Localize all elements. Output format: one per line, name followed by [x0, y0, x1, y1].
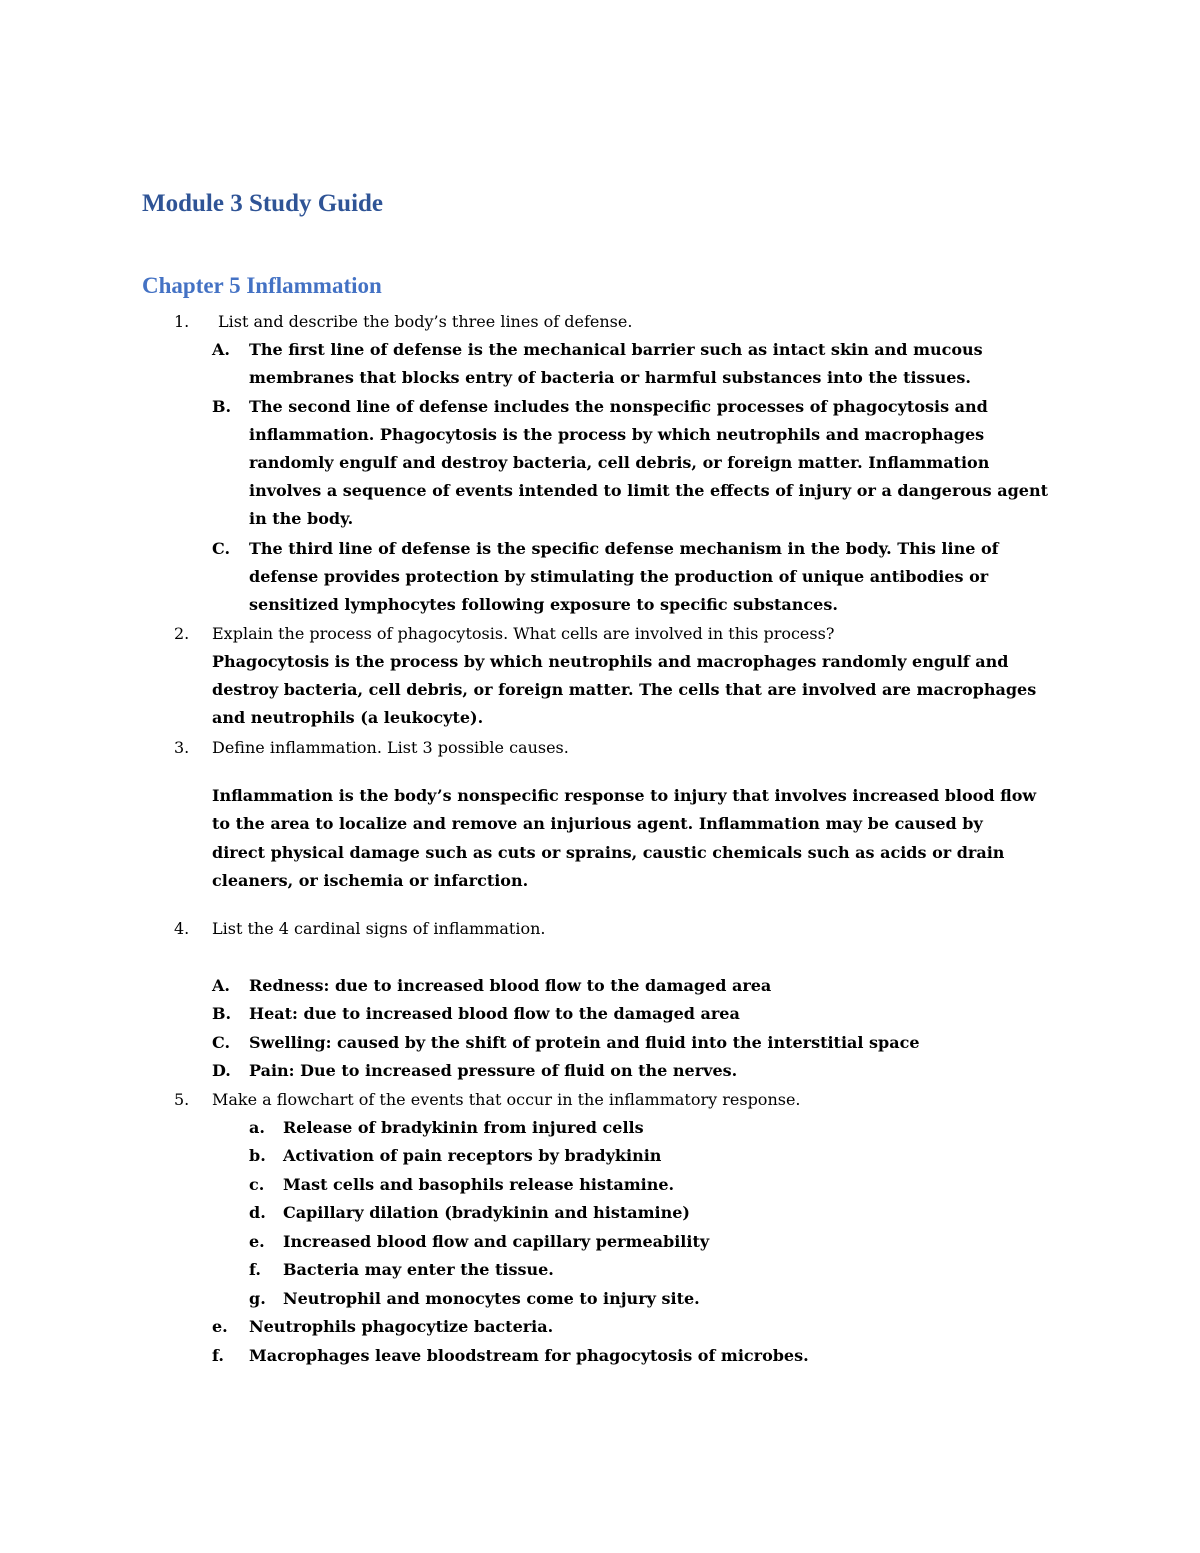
step-marker: e. — [249, 1232, 265, 1251]
sign-marker: C. — [212, 1033, 231, 1052]
answer-line: destroy bacteria, cell debris, or foreign matter. The cells that are involved are macrophages — [212, 680, 1037, 699]
answer-line: and neutrophils (a leukocyte). — [212, 708, 484, 727]
answer-line: The first line of defense is the mechanical barrier such as intact skin and mucous — [249, 340, 983, 359]
answer-line: in the body. — [249, 509, 354, 528]
sign-marker: A. — [212, 976, 230, 995]
step-text: Neutrophils phagocytize bacteria. — [249, 1317, 554, 1336]
answer-marker: B. — [212, 397, 232, 416]
step-marker: e. — [212, 1317, 228, 1336]
step-text: Release of bradykinin from injured cells — [283, 1118, 644, 1137]
question-prompt: List the 4 cardinal signs of inflammation. — [212, 919, 546, 938]
step-marker: g. — [249, 1289, 266, 1308]
answer-line: direct physical damage such as cuts or sprains, caustic chemicals such as acids or drain — [212, 843, 1005, 862]
answer-line: cleaners, or ischemia or infarction. — [212, 871, 529, 890]
question-prompt: Make a flowchart of the events that occur in the inflammatory response. — [212, 1090, 801, 1109]
sign-text: Redness: due to increased blood flow to the damaged area — [249, 976, 772, 995]
sign-marker: D. — [212, 1061, 231, 1080]
sign-text: Pain: Due to increased pressure of fluid on the nerves. — [249, 1061, 738, 1080]
question-number: 5. — [174, 1090, 190, 1109]
step-text: Capillary dilation (bradykinin and histamine) — [283, 1203, 690, 1222]
answer-line: involves a sequence of events intended to limit the effects of injury or a dangerous agent — [249, 481, 1049, 500]
step-marker: f. — [212, 1346, 224, 1365]
answer-line: Phagocytosis is the process by which neutrophils and macrophages randomly engulf and — [212, 652, 1009, 671]
answer-line: sensitized lymphocytes following exposure to specific substances. — [249, 595, 838, 614]
answer-marker: A. — [212, 340, 230, 359]
question-number: 1. — [174, 312, 190, 331]
answer-line: Inflammation is the body’s nonspecific response to injury that involves increased blood flow — [212, 786, 1037, 805]
answer-marker: C. — [212, 539, 231, 558]
sign-text: Heat: due to increased blood flow to the damaged area — [249, 1004, 740, 1023]
step-text: Mast cells and basophils release histamine. — [283, 1175, 675, 1194]
answer-line: The third line of defense is the specific defense mechanism in the body. This line of — [249, 539, 999, 558]
answer-line: The second line of defense includes the nonspecific processes of phagocytosis and — [249, 397, 988, 416]
question-number: 2. — [174, 624, 190, 643]
question-prompt: List and describe the body’s three lines of defense. — [218, 312, 633, 331]
sign-text: Swelling: caused by the shift of protein and fluid into the interstitial space — [249, 1033, 920, 1052]
question-prompt: Explain the process of phagocytosis. What cells are involved in this process? — [212, 624, 835, 643]
answer-line: to the area to localize and remove an injurious agent. Inflammation may be caused by — [212, 814, 983, 833]
step-marker: a. — [249, 1118, 265, 1137]
answer-line: inflammation. Phagocytosis is the process by which neutrophils and macrophages — [249, 425, 985, 444]
step-text: Macrophages leave bloodstream for phagocytosis of microbes. — [249, 1346, 809, 1365]
step-text: Neutrophil and monocytes come to injury site. — [283, 1289, 700, 1308]
question-prompt: Define inflammation. List 3 possible causes. — [212, 738, 569, 757]
sign-marker: B. — [212, 1004, 232, 1023]
answer-line: defense provides protection by stimulating the production of unique antibodies or — [249, 567, 989, 586]
document-title: Module 3 Study Guide — [142, 190, 384, 217]
answer-line: randomly engulf and destroy bacteria, cell debris, or foreign matter. Inflammation — [249, 453, 990, 472]
step-text: Bacteria may enter the tissue. — [283, 1260, 554, 1279]
question-number: 4. — [174, 919, 190, 938]
question-number: 3. — [174, 738, 190, 757]
chapter-heading: Chapter 5 Inflammation — [142, 273, 382, 298]
answer-line: membranes that blocks entry of bacteria or harmful substances into the tissues. — [249, 368, 971, 387]
step-marker: b. — [249, 1146, 266, 1165]
step-marker: d. — [249, 1203, 266, 1222]
step-marker: c. — [249, 1175, 265, 1194]
step-marker: f. — [249, 1260, 261, 1279]
step-text: Activation of pain receptors by bradykinin — [283, 1146, 662, 1165]
step-text: Increased blood flow and capillary permeability — [283, 1232, 710, 1251]
